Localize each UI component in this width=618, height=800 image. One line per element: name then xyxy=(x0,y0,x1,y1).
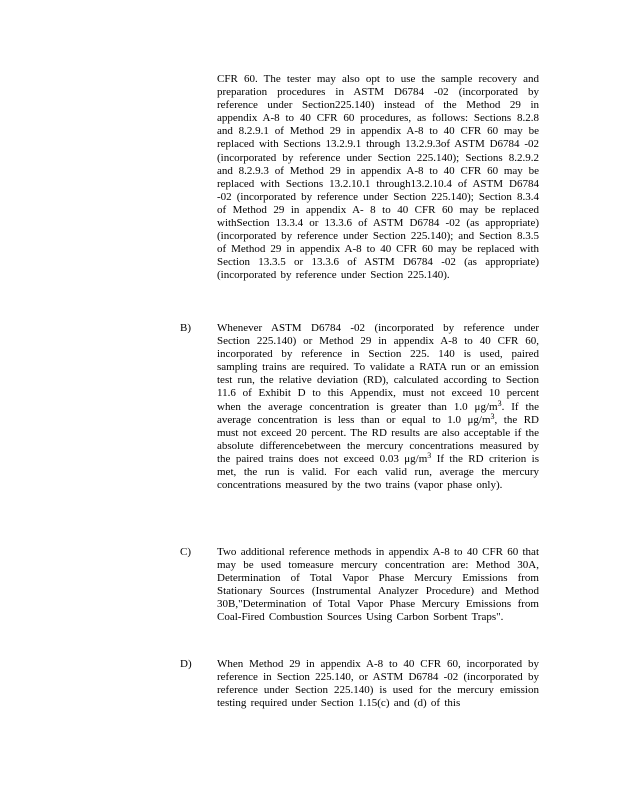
paragraph-b xyxy=(217,322,539,492)
paragraph-text: When Method 29 in appendix A-8 to 40 CFR 60, incorporated by reference in Section 225.140, or ASTM D6784 -02 (incorporated by reference under Section 225.140) is used for the mercury emission testing required under Section 1.15(c) and (d) of this xyxy=(217,658,539,710)
paragraph-continued xyxy=(217,73,539,283)
paragraph-text: If the RD criterion is met, the run is valid. For each valid run, average the mercury concentrations measured by the two trains (vapor phase only). xyxy=(217,452,539,492)
paragraph-text: . If the average concentration is less than or equal to 1.0 μg/m xyxy=(217,400,539,426)
paragraph-label-c: C) xyxy=(180,546,191,558)
paragraph-text: Two additional reference methods in appendix A-8 to 40 CFR 60 that may be used tomeasure mercury concentration are: Method 30A, Determination of Total Vapor Phase Mercury Emissions from Stationary Sources (Instrumental Analyzer Procedure) and Method 30B,"Determination of Total Vapor Phase Mercury Emissions from Coal-Fired Combustion Sources Using Carbon Sorbent Traps". xyxy=(217,546,539,624)
paragraph-d xyxy=(217,658,539,710)
paragraph-text: CFR 60. The tester may also opt to use the sample recovery and preparation procedures in ASTM D6784 -02 (incorporated by reference under Section225.140) instead of the Method 29 in appendix A-8 to 40 CFR 60 procedures, as follows: Sections 8.2.8 and 8.2.9.1 of Method 29 in appendix A-8 to 40 CFR 60 may be replaced with Sections 13.2.9.1 through 13.2.9.3of ASTM D6784 -02 (incorporated by reference under Section 225.140); Sections 8.2.9.2 and 8.2.9.3 of Method 29 in appendix A-8 to 40 CFR 60 may be replaced with Sections 13.2.10.1 through13.2.10.4 of ASTM D6784 -02 (incorporated by reference under Section 225.140); Section 8.3.4 of Method 29 in appendix A- 8 to 40 CFR 60 may be replaced withSection 13.3.4 or 13.3.6 of ASTM D6784 -02 (as appropriate) (incorporated by reference under Section 225.140); and Section 8.3.5 of Method 29 in appendix A-8 to 40 CFR 60 may be replaced with Section 13.3.5 or 13.3.6 of ASTM D6784 -02 (as appropriate) (incorporated by reference under Section 225.140). xyxy=(217,73,539,282)
paragraph-text: , the RD must not exceed 20 percent. The RD results are also acceptable if the absolute differencebetween the mercury concentrations measured by the paired trains does not exceed 0.03 μg/m xyxy=(217,413,539,465)
superscript: 3 xyxy=(427,450,432,460)
paragraph-text: Whenever ASTM D6784 -02 (incorporated by reference under Section 225.140) or Method 29 in appendix A-8 to 40 CFR 60, incorporated by reference in Section 225. 140 is used, paired sampling trains are required. To validate a RATA run or an emission test run, the relative deviation (RD), calculated according to Section 11.6 of Exhibit D to this Appendix, must not exceed 10 percent when the average concentration is greater than 1.0 μg/m xyxy=(217,322,539,413)
superscript: 3 xyxy=(497,398,502,408)
paragraph-label-d: D) xyxy=(180,658,192,670)
paragraph-label-b: B) xyxy=(180,322,191,334)
paragraph-c xyxy=(217,546,539,625)
superscript: 3 xyxy=(490,411,495,421)
